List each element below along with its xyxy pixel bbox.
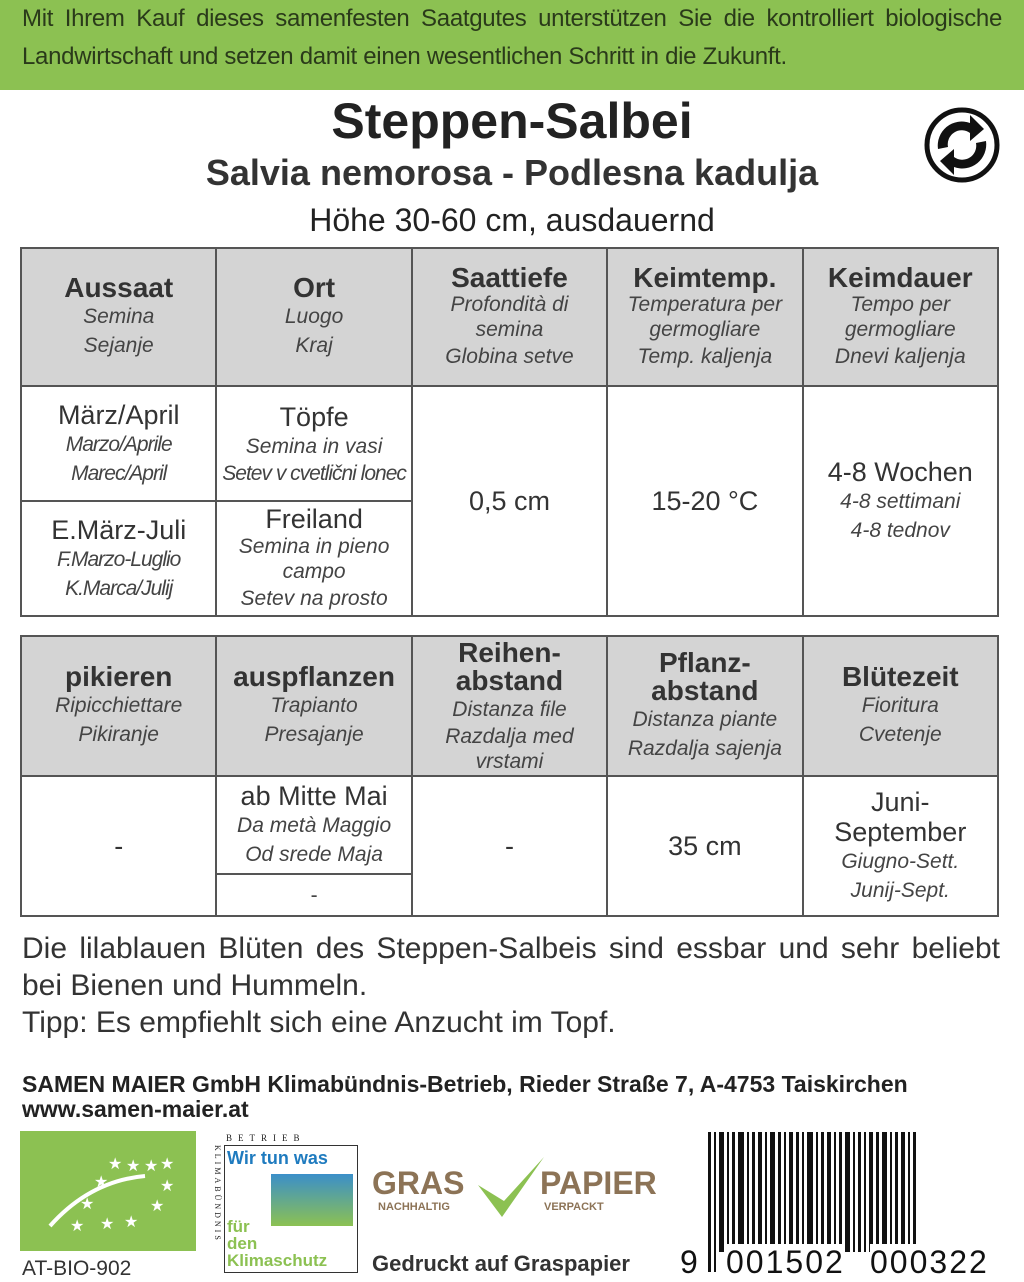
barcode-bar <box>727 1132 729 1252</box>
value-it: F.Marzo-Luglio <box>57 547 181 571</box>
header-it: Fioritura <box>861 694 939 717</box>
value-it: Da metà Maggio <box>237 814 392 837</box>
value: Juni-September <box>834 787 967 847</box>
header-sl: Temp. kaljenja <box>637 344 773 368</box>
cell-aussaat <box>21 501 216 616</box>
header-it: Ripicchiettare <box>55 694 183 717</box>
papier-text: PAPIER <box>540 1165 657 1201</box>
cell-pflanzabstand <box>607 776 802 916</box>
svg-text:★: ★ <box>70 1216 85 1235</box>
company-info <box>22 1072 908 1122</box>
barcode-bar <box>708 1132 711 1272</box>
globe-icon <box>271 1174 353 1226</box>
klima-top-text: BETRIEB <box>226 1133 306 1143</box>
barcode-bar <box>827 1132 831 1252</box>
barcode-bar <box>839 1132 842 1252</box>
value-it: Marzo/Aprile <box>65 432 172 456</box>
product-height: Höhe 30-60 cm, ausdauernd <box>309 202 715 238</box>
barcode-bar <box>802 1132 804 1252</box>
barcode-bar <box>864 1132 866 1252</box>
header-sl: Sejanje <box>83 334 154 357</box>
barcode-bar <box>747 1132 749 1252</box>
barcode-bar <box>845 1132 850 1252</box>
header-reihenabstand <box>412 636 607 776</box>
value-sl: K.Marca/Julij <box>65 576 173 600</box>
info-banner <box>0 0 1024 90</box>
svg-text:★: ★ <box>80 1194 95 1213</box>
value-sl: Setev v cvetlični lonec <box>222 461 406 485</box>
value: - <box>114 831 124 861</box>
header-it: Tempo per germogliare <box>844 292 956 341</box>
value-it: Giugno-Sett. <box>841 850 960 873</box>
header-label: pikieren <box>65 661 173 692</box>
nachhaltig-text: NACHHALTIG <box>378 1201 450 1213</box>
barcode-bar <box>895 1132 898 1252</box>
product-title: Steppen-Salbei <box>331 93 693 149</box>
svg-text:★: ★ <box>160 1176 175 1195</box>
value: 35 cm <box>668 831 742 861</box>
barcode-digits-right: 000322 <box>870 1244 989 1280</box>
barcode-bar <box>765 1132 767 1252</box>
gras-text: GRAS <box>372 1165 465 1201</box>
table-header-row <box>21 636 998 776</box>
cell-aussaat <box>21 386 216 501</box>
cell-saattiefe <box>412 386 607 616</box>
header-sl: Globina setve <box>445 344 574 368</box>
table-row <box>21 386 998 501</box>
header-sl: Cvetenje <box>858 723 942 746</box>
barcode-bar <box>714 1132 716 1272</box>
cell-pikieren <box>21 776 216 916</box>
value-it: 4-8 settimani <box>840 490 961 513</box>
value-it: Semina in pieno campo <box>238 535 390 583</box>
header-sl: Pikiranje <box>78 723 159 746</box>
cell-bluetezeit <box>803 776 998 916</box>
barcode-digit-first: 9 <box>680 1244 698 1280</box>
verpackt-text: VERPACKT <box>544 1201 604 1213</box>
klimabuendnis-logo <box>210 1133 360 1275</box>
header-label: Aussaat <box>64 272 174 303</box>
value: März/April <box>57 399 180 430</box>
sowing-table <box>20 247 999 617</box>
eu-organic-leaf-icon <box>20 1131 196 1251</box>
barcode-bar <box>796 1132 799 1252</box>
barcode-bar <box>770 1132 775 1252</box>
barcode-bar <box>890 1132 892 1252</box>
barcode-bar <box>821 1132 824 1252</box>
company-address: SAMEN MAIER GmbH Klimabündnis-Betrieb, Rieder Straße 7, A-4753 Taiskirchen <box>22 1071 908 1097</box>
klima-side-text: KLIMABÜNDNIS <box>213 1145 222 1243</box>
header-ort <box>216 248 411 386</box>
header-it: Distanza file <box>452 697 567 721</box>
barcode-bar <box>758 1132 762 1252</box>
svg-text:★: ★ <box>144 1156 159 1175</box>
barcode-bar <box>834 1132 836 1252</box>
cell-ort <box>216 501 411 616</box>
printed-on-text: Gedruckt auf Graspapier <box>372 1251 630 1276</box>
planting-table <box>20 635 999 917</box>
header-keimtemp <box>607 248 802 386</box>
website-link[interactable]: www.samen-maier.at <box>22 1096 249 1122</box>
header-label: Blütezeit <box>841 661 959 692</box>
cell-auspflanzen <box>216 776 411 874</box>
header-keimdauer <box>803 248 998 386</box>
header-it: Semina <box>83 305 155 328</box>
barcode-bars <box>708 1132 998 1252</box>
value: 4-8 Wochen <box>827 457 973 487</box>
header-bluetezeit <box>803 636 998 776</box>
product-subtitle: Salvia nemorosa - Podlesna kadulja <box>205 152 819 193</box>
header-sl: Dnevi kaljenja <box>834 344 966 368</box>
value: Freiland <box>265 504 363 534</box>
value-sl: Marec/April <box>71 461 167 485</box>
description-text: Die lilablauen Blüten des Steppen-Salbeis sind essbar und sehr beliebt bei Bienen und Hummeln. <box>22 932 1000 1002</box>
cell-ort <box>216 386 411 501</box>
header-label: auspflanzen <box>233 661 395 692</box>
barcode-bar <box>882 1132 887 1252</box>
checkmark-icon <box>476 1155 546 1220</box>
header-it: Distanza piante <box>632 708 778 731</box>
barcode-bar <box>869 1132 873 1252</box>
bio-code: AT-BIO-902 <box>22 1257 132 1280</box>
header-auspflanzen <box>216 636 411 776</box>
barcode-bar <box>732 1132 735 1252</box>
svg-text:★: ★ <box>150 1196 165 1215</box>
svg-text:★: ★ <box>124 1212 139 1231</box>
header-aussaat <box>21 248 216 386</box>
header-it: Temperatura per germogliare <box>627 292 783 341</box>
header-label: Pflanz-abstand <box>651 647 759 706</box>
svg-text:★: ★ <box>108 1154 123 1173</box>
graspapier-logo <box>372 1155 662 1225</box>
barcode-bar <box>789 1132 793 1252</box>
table-row <box>21 776 998 874</box>
header-it: Trapianto <box>270 694 358 717</box>
header-sl: Presajanje <box>264 723 364 746</box>
value-sl: Setev na prosto <box>240 587 388 610</box>
banner-text: Mit Ihrem Kauf dieses samenfesten Saatgutes unterstützen Sie die kontrolliert biologische Landwirtschaft und setzen damit einen wesentlichen Schritt in die Zukunft. <box>22 5 1002 70</box>
cell-reihenabstand <box>412 776 607 916</box>
barcode-bar <box>752 1132 755 1252</box>
green-dot-recycle-icon <box>924 107 1000 183</box>
tip-text: Tipp: Es empfiehlt sich eine Anzucht im Topf. <box>22 1006 616 1039</box>
value: 0,5 cm <box>468 486 550 516</box>
barcode-bar <box>901 1132 905 1252</box>
value: E.März-Juli <box>51 514 187 545</box>
value: - <box>504 831 514 861</box>
header-label: Saattiefe <box>451 261 568 293</box>
header-sl: Razdalja med vrstami <box>445 724 574 773</box>
barcode-bar <box>719 1132 724 1252</box>
klima-line1: Wir tun was <box>227 1148 328 1168</box>
svg-text:★: ★ <box>94 1172 109 1191</box>
svg-text:★: ★ <box>160 1154 175 1173</box>
value-it: Semina in vasi <box>245 434 383 458</box>
value: - <box>310 883 318 907</box>
header-it: Luogo <box>284 305 344 328</box>
barcode-bar <box>858 1132 861 1252</box>
barcode-bar <box>876 1132 879 1252</box>
cell-auspflanzen-2 <box>216 874 411 916</box>
cell-keimdauer <box>803 386 998 616</box>
cell-keimtemp <box>607 386 802 616</box>
value: Töpfe <box>279 401 349 432</box>
value-sl: 4-8 tednov <box>850 519 950 542</box>
header-pikieren <box>21 636 216 776</box>
header-saattiefe <box>412 248 607 386</box>
table-header-row <box>21 248 998 386</box>
header-sl: Kraj <box>295 334 333 357</box>
barcode <box>680 1128 1005 1282</box>
header-label: Ort <box>293 272 336 303</box>
header-sl: Razdalja sajenja <box>627 737 782 760</box>
header-label: Keimdauer <box>827 261 973 293</box>
header-label: Keimtemp. <box>633 261 777 293</box>
barcode-digits-left: 001502 <box>726 1244 845 1280</box>
barcode-bar <box>738 1132 744 1252</box>
header-label: Reihen-abstand <box>455 636 564 696</box>
header-it: Profondità di semina <box>450 292 569 341</box>
klima-line2: für den Klimaschutz <box>227 1217 328 1270</box>
header-pflanzabstand <box>607 636 802 776</box>
svg-text:★: ★ <box>126 1156 141 1175</box>
description <box>22 930 1000 1041</box>
value: ab Mitte Mai <box>240 781 388 811</box>
svg-text:★: ★ <box>100 1214 115 1233</box>
value-sl: Junij-Sept. <box>850 879 950 902</box>
barcode-bar <box>784 1132 786 1252</box>
value-sl: Od srede Maja <box>245 843 383 866</box>
value: 15-20 °C <box>651 486 759 516</box>
barcode-bar <box>853 1132 855 1252</box>
barcode-bar <box>778 1132 781 1252</box>
